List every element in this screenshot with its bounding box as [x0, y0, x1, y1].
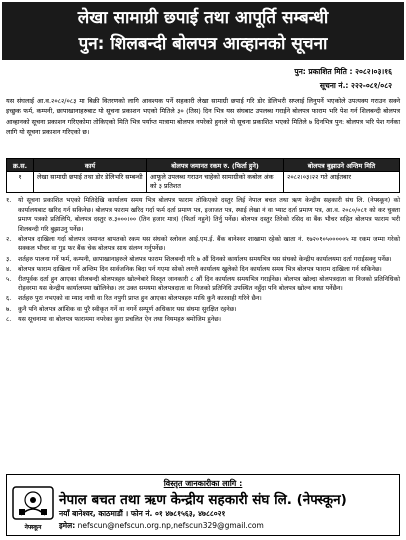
list-item	[6, 305, 400, 315]
list-item	[6, 275, 400, 294]
term-number: ८.	[6, 315, 12, 323]
term-text: शर्तहरु पुरा नभएको वा म्याद नाघी वा रित नपुगी प्राप्त हुन आएका बोलपत्रहरु माथि कुनै कारवाही गरिने छैन।	[18, 295, 262, 303]
col-header-work: कार्य	[34, 159, 147, 172]
logo-caption: नेफ्स्कून	[24, 524, 42, 531]
intro-paragraph: यस संघलाई आ.व.२०८२/०८३ मा बिक्री वितरणको लागि आवश्यक पर्ने सहकारी लेखा सामाग्री छपाई गरि डोर डेलिभरी सप्लाई लिनुपर्ने भएकोले उपत्यक्य गराउन सक्ने इच्छुक फर्म, कम्पनी, छापाखानाहरुबाट यो सूचना प्रकाशन भएको मितिले ३० (तिस) दिन भित्र यस संघबाट उपलब्ध गराईने बोलपत्र फाराम भरि पेश गर्न शिलबन्दी बोलपत्र आव्हानको सूचना प्रकाशन गरिएकोमा तोकिएको मिति भित्र पर्याप्त मात्रामा बोलपत्र नपरेको हुनाले यो सूचना प्रकाशित भएको मितिले ७ दिनभित्र पुन: बोलपत्र भरि पेश गर्नका लागि यो सूचना प्रकाशन गरिएको छ।	[6, 97, 400, 137]
notice-title-line2: पुन: शिलबन्दी बोलपत्र आव्हानको सूचना	[78, 34, 328, 54]
terms-list	[6, 196, 400, 325]
notice-title-banner	[2, 2, 404, 60]
nefscun-logo	[11, 485, 55, 531]
term-number: २.	[6, 235, 12, 243]
notice-title-line1: लेखा सामाग्री छपाई तथा आपूर्ति सम्बन्धी	[77, 8, 329, 28]
table-row	[7, 172, 400, 193]
republish-date: पुन: प्रकाशित मिति : २०८२।०३।१६	[294, 67, 392, 76]
list-item	[6, 196, 400, 234]
term-text: कुनै पनि बोलपत्र आंशिक वा पुरै स्वीकृत गर्ने वा नगर्ने सम्पूर्ण अधिकार यस संघमा सुरक्षित रहनेछ।	[18, 305, 237, 313]
cell-serial: १	[7, 172, 34, 193]
col-header-deadline: बोलपत्र बुझाउने अन्तिम मिति	[284, 159, 400, 172]
term-number: ७.	[6, 305, 12, 313]
cell-deadline: २०८२।०३।२२ गते आईतबार	[284, 172, 400, 193]
term-number: ६.	[6, 295, 12, 303]
organization-email	[59, 521, 264, 531]
term-text: यो सूचना प्रकाशित भएको मितिदेखि कार्यालय समय भित्र बोलपत्र फाराम तोकिएको दस्तुर लिई नेपाल बचत तथा ऋण केन्द्रीय सहकारी संघ लि. (नेफ्स्कून) को कार्यालयबाट खरिद गर्न सकिनेछ। बोलपत्र फाराम खरिद गर्दा फर्म दर्ता प्रमाण पत्र, इजाजत पत्र, स्थाई लेखा नं वा भ्याट दर्ता प्रमाण पत्र, आ.व. २०८०/०८१ को कर चुक्ता प्रमाण पत्रको प्रतिलिपि, बोलपत्र दस्तुर रु.३०००।०० (तिन हजार मात्र) (फिर्ता नहुने) तिर्नु पर्नेछ। बोलपत्र दस्तुर तिरेको रसिद वा बैंक भौचर सहित बोलपत्र फाराम भरी शिलबन्दी गरि बुझाउनु पर्नेछ।	[18, 197, 400, 233]
term-text: बोलपत्र दाखिला गर्दा बोलपत्र जमानत बापतको रकम यस संघको स्लोवल आई.एम.ई. बैंक बानेश्वर शाखामा रहेको खाता नं. १७२०१०५०००००५ मा रकम जम्मा गरेको सक्कल भौचर वा गुड फर बैंक चेक बोलपत्र साथ संलग्न गर्नुपर्नेछ।	[18, 235, 400, 253]
email-label: इमेल:	[59, 521, 76, 530]
term-number: १.	[6, 197, 12, 204]
list-item	[6, 235, 400, 254]
list-item	[6, 255, 400, 265]
list-item	[6, 265, 400, 275]
email-address-link[interactable]: nefscun@nefscun.org.np,nefscun329@gmail.com	[77, 521, 264, 530]
cooperative-logo-icon	[11, 485, 55, 523]
cell-security-amount: आफूले उपलब्ध गराउन चाहेको सामाग्रीको कबोल अंक को ३ प्रतिशत	[147, 172, 284, 193]
contact-footer	[6, 474, 400, 536]
cell-work: लेखा सामाग्री छपाई तथा डोर डेलिभरि सम्बन्धी	[34, 172, 147, 193]
term-text: यस सूचनामा वा बोलपत्र फाराममा नपरेका कुरा प्रचलित ऐन तथा नियमहरु बमोजिम हुनेछ।	[18, 315, 222, 323]
organization-name: नेपाल बचत तथा ऋण केन्द्रीय सहकारी संघ लि. (नेफ्स्कून)	[59, 492, 347, 508]
col-header-serial: क्र.स.	[7, 159, 34, 172]
organization-address-phone: नयाँ बानेश्वर, काठमाडौं । फोन नं. ०१ ४७८१५६३, ४७८८०२१	[59, 509, 226, 518]
term-number: ५.	[6, 275, 12, 283]
contact-label: विस्तृत जानकारीका लागि :	[163, 479, 243, 488]
list-item	[6, 294, 400, 304]
notice-number: सूचना नं.: २२२-०८१/०८२	[319, 81, 392, 90]
term-text: रीतपूर्वक दर्ता हुन आएका सीलबन्दी बोलपत्रहरु खोल्नेबारे विस्तृत जानकारी ८ औं दिन कार्यालय समयभित्र गराईनेछ। बोलपत्र खोल्दा बोलपत्रदाता वा निजको प्रतिनिधिको रोहवरमा यस केन्द्रीय कार्यालयमा खोलिनेछ। तर उक्त समयमा बोलपत्रदाता वा निजको प्रतिनिधि उपस्थित नहुँदा पनि बोलपत्र खोल्न बाधा पर्नेछैन।	[18, 275, 400, 293]
list-item	[6, 315, 400, 325]
term-text: शर्तहरु पालना गर्ने फर्म, कम्पनी, छापाखानाहरुले बोलपत्र फाराम शिलबन्दी गरि ७ औं दिनको कार्यालय समयभित्र यस संघको केन्द्रीय कार्यालयमा दर्ता गराईसक्नु पर्नेछ।	[18, 255, 392, 263]
term-number: ३.	[6, 255, 12, 263]
term-number: ४.	[6, 265, 12, 273]
bid-table-header-row	[7, 159, 400, 172]
bid-table	[6, 158, 400, 193]
term-text: बोलपत्र फाराम दाखिला गर्ने अन्तिम दिन सार्वजनिक बिदा पर्न गएमा सोको लगत्तै कार्यालय खुलेको दिन कार्यालय समय भित्र बोलपत्र फाराम दाखिला गर्न सकिनेछ।	[18, 265, 382, 273]
col-header-security-amount: बोलपत्र जमानत रकम रु. (फिर्ता हुने)	[147, 159, 284, 172]
